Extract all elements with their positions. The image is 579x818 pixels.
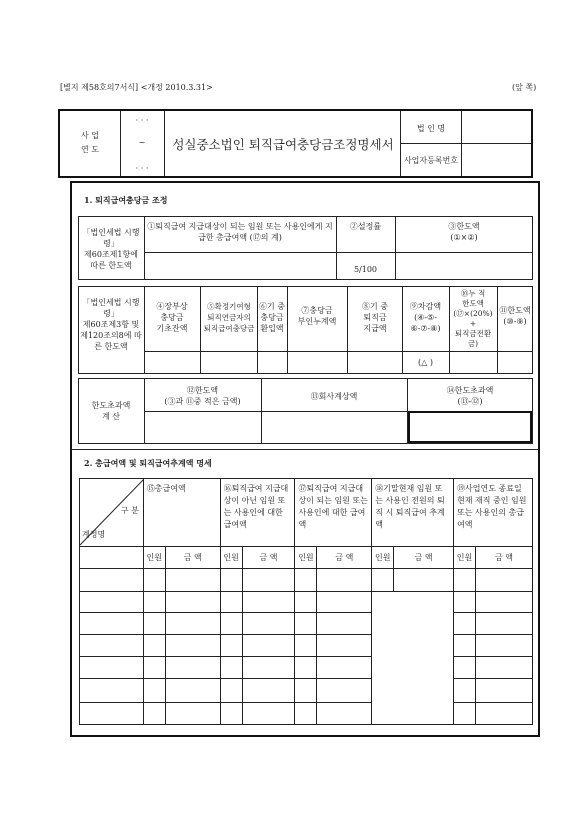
sub-header-count: 인원 (220, 547, 242, 569)
table-row (80, 613, 533, 635)
corp-name-field[interactable] (462, 111, 531, 143)
disallowed-cumulative-header: ⑦충당금 부인누계액 (297, 306, 337, 326)
count-cell[interactable] (454, 613, 476, 635)
count-cell[interactable] (454, 679, 476, 703)
net-amount-field[interactable]: (△ ) (418, 358, 433, 367)
amount-cell[interactable] (242, 679, 295, 703)
amount-cell[interactable] (317, 657, 372, 679)
period-to-field[interactable]: · · · (135, 164, 149, 173)
limit-amount-field[interactable] (396, 253, 532, 279)
non-eligible-col-header: ⑯퇴직급여 지급대상이 아닌 임원 또는 사용인에 대한 급여액 (220, 479, 295, 547)
sub-header-amount: 금 액 (317, 547, 372, 569)
count-cell[interactable] (143, 703, 165, 725)
table-row (80, 679, 533, 703)
count-cell[interactable] (220, 569, 242, 592)
account-name-cell[interactable] (80, 657, 144, 679)
table-row (80, 635, 533, 657)
count-cell[interactable] (143, 679, 165, 703)
biz-reg-label: 사업자등록번호 (403, 156, 459, 165)
count-cell[interactable] (220, 635, 242, 657)
excess-amount-header: ⑭한도초과액 (⑬-⑫) (446, 386, 494, 406)
period-from-field[interactable]: · · · (135, 116, 149, 125)
amount-cell[interactable] (394, 569, 454, 592)
row2-limit-header: ⑪한도액 (⑩-⑨) (499, 306, 531, 326)
count-cell[interactable] (454, 569, 476, 592)
count-cell[interactable] (454, 703, 476, 725)
estimated-retirement-merged-cell[interactable] (372, 592, 454, 725)
amount-cell[interactable] (165, 613, 220, 635)
table-row (80, 592, 533, 613)
account-name-cell[interactable] (80, 613, 144, 635)
corp-name-label: 법 인 명 (416, 124, 446, 133)
count-cell[interactable] (220, 679, 242, 703)
count-cell[interactable] (143, 635, 165, 657)
count-cell[interactable] (220, 703, 242, 725)
amount-cell[interactable] (165, 657, 220, 679)
account-name-cell[interactable] (80, 592, 144, 613)
amount-cell[interactable] (476, 635, 533, 657)
smaller-limit-header: ⑫한도액 (③과 ⑪중 적은 금액) (164, 386, 241, 406)
corner-category-label: 구 분 (120, 506, 139, 515)
total-salary-header: ①퇴직급여 지급대상이 되는 임원 또는 사용인에게 지급한 총급여액 (⑰의 계) (147, 222, 333, 242)
section2-heading: 2. 총급여액 및 퇴직급여추계액 명세 (84, 458, 212, 468)
book-reserve-header: ④장부상 충당금 기초잔액 (156, 302, 188, 333)
table-row (80, 703, 533, 725)
sub-header-count: 인원 (372, 547, 394, 569)
title-block (58, 109, 533, 178)
count-cell[interactable] (295, 679, 317, 703)
count-cell[interactable] (454, 592, 476, 613)
account-name-cell[interactable] (80, 635, 144, 657)
sub-header-amount: 금 액 (165, 547, 220, 569)
count-cell[interactable] (143, 657, 165, 679)
count-cell[interactable] (143, 592, 165, 613)
count-cell[interactable] (220, 613, 242, 635)
count-cell[interactable] (454, 635, 476, 657)
excess-amount-field[interactable] (408, 411, 532, 443)
amount-cell[interactable] (476, 703, 533, 725)
amount-cell[interactable] (165, 635, 220, 657)
smaller-limit-field[interactable] (145, 412, 260, 443)
amount-cell[interactable] (165, 592, 220, 613)
section1-heading: 1. 퇴직급여충당금 조정 (84, 195, 168, 205)
row1-law-label: 「법인세법 시행령」 제60조제1항에 따른 한도액 (82, 228, 140, 270)
amount-cell[interactable] (476, 569, 533, 592)
account-name-cell[interactable] (80, 703, 144, 725)
amount-cell[interactable] (242, 635, 295, 657)
corner-header-cell (80, 479, 144, 547)
count-cell[interactable] (295, 592, 317, 613)
excess-row (78, 378, 533, 444)
salary-detail-table (79, 478, 533, 725)
count-cell[interactable] (295, 613, 317, 635)
row2-limit-field[interactable] (498, 352, 532, 373)
amount-cell[interactable] (317, 613, 372, 635)
amount-cell[interactable] (242, 657, 295, 679)
amount-cell[interactable] (165, 703, 220, 725)
count-cell[interactable] (295, 569, 317, 592)
sub-header-amount: 금 액 (394, 547, 454, 569)
dc-pension-header: ⑤확정기여형 퇴직연금자의 퇴직급여충당금 (203, 302, 255, 333)
amount-cell[interactable] (476, 657, 533, 679)
count-cell[interactable] (143, 569, 165, 592)
company-recorded-header: ⑬회사계상액 (310, 392, 358, 401)
count-cell[interactable] (143, 613, 165, 635)
book-reserve-field[interactable] (145, 352, 199, 373)
setting-rate-value: 5/100 (353, 265, 378, 274)
amount-cell[interactable] (317, 592, 372, 613)
amount-cell[interactable] (476, 679, 533, 703)
sub-header-count: 인원 (295, 547, 317, 569)
amount-cell[interactable] (242, 703, 295, 725)
amount-cell[interactable] (317, 635, 372, 657)
net-amount-header: ⑨차감액 (④-⑤- ⑥-⑦-⑧) (409, 302, 442, 333)
excess-calc-label: 한도초과액 계 산 (91, 401, 131, 421)
table-row (80, 569, 533, 592)
cumulative-limit-header: ⑩누 적 한도액 (⑰×(20%) + 퇴직금전환금) (453, 289, 493, 348)
amount-cell[interactable] (242, 613, 295, 635)
table-row (80, 657, 533, 679)
sub-header-count: 인원 (143, 547, 165, 569)
business-year-label: 사 업 연 도 (81, 131, 99, 154)
count-cell[interactable] (295, 635, 317, 657)
limit-row-1 (78, 216, 533, 280)
reversal-field[interactable] (258, 352, 286, 373)
amount-cell[interactable] (317, 703, 372, 725)
dc-pension-field[interactable] (201, 352, 257, 373)
sub-header-amount: 금 액 (242, 547, 295, 569)
amount-cell[interactable] (476, 613, 533, 635)
period-tilde: ~ (138, 138, 146, 147)
count-cell[interactable] (372, 569, 394, 592)
total-salary-field[interactable] (145, 253, 335, 279)
total-salary-col-header: ⑮총급여액 (143, 479, 220, 547)
count-cell[interactable] (454, 657, 476, 679)
amount-cell[interactable] (317, 679, 372, 703)
amount-cell[interactable] (317, 569, 372, 592)
account-blank-subheader (80, 547, 144, 569)
amount-cell[interactable] (165, 569, 220, 592)
reversal-header: ⑥기 중 충당금 환입액 (259, 302, 285, 333)
disallowed-cumulative-field[interactable] (288, 352, 346, 373)
biz-reg-field[interactable] (462, 144, 531, 176)
corner-account-label: 계정명 (82, 530, 106, 539)
retirement-paid-field[interactable] (348, 352, 402, 373)
form-title: 성실중소법인 퇴직급여충당금조정명세서 (172, 137, 394, 152)
account-name-cell[interactable] (80, 679, 144, 703)
page-side-label: (앞 쪽) (512, 83, 537, 92)
count-cell[interactable] (295, 657, 317, 679)
company-recorded-field[interactable] (262, 412, 406, 443)
amount-cell[interactable] (242, 592, 295, 613)
count-cell[interactable] (220, 657, 242, 679)
account-name-cell[interactable] (80, 569, 144, 592)
cumulative-limit-field[interactable] (450, 352, 496, 373)
limit-row-2 (78, 286, 533, 374)
eligible-col-header: ⑰퇴직급여 지급대상이 되는 임원 또는 사용인에 대한 급여액 (295, 479, 372, 547)
retirement-paid-header: ⑧기 중 퇴직금 지급액 (362, 302, 388, 333)
row2-law-label: 「법인세법 시행령」 제60조제3항 및 제120조의8에 따 른 한도액 (80, 298, 142, 351)
form-reference: [별지 제58호의7서식] <개정 2010.3.31> (60, 83, 213, 92)
amount-cell[interactable] (242, 569, 295, 592)
count-cell[interactable] (295, 703, 317, 725)
count-cell[interactable] (220, 592, 242, 613)
setting-rate-header: ②설정률 (349, 222, 382, 231)
sub-header-amount: 금 액 (476, 547, 533, 569)
current-employee-col-header: ⑲사업연도 종료일 현재 재직 중인 임원 또는 사용인의 총급여액 (454, 479, 533, 547)
sub-header-count: 인원 (454, 547, 476, 569)
limit-amount-header: ③한도액 (①×②) (448, 222, 480, 242)
amount-cell[interactable] (476, 592, 533, 613)
amount-cell[interactable] (165, 679, 220, 703)
estimated-retirement-col-header: ⑱기말현재 임원 또는 사용인 전원의 퇴직 시 퇴직급여 추계액 (372, 479, 454, 547)
